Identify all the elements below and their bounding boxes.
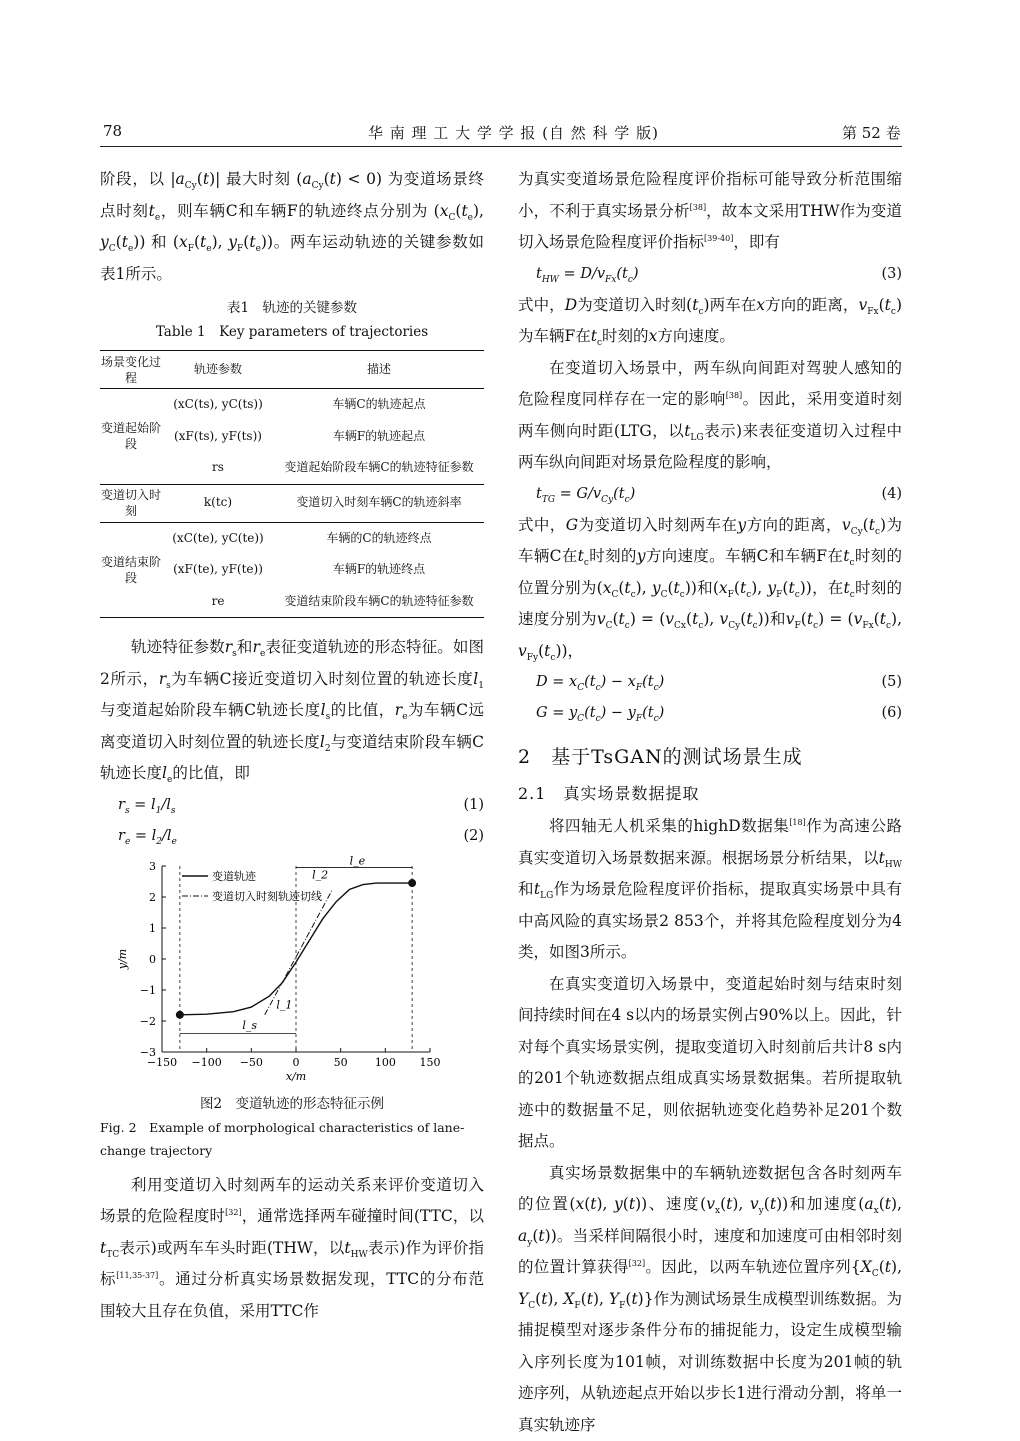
x-tick-label: −150: [147, 1056, 177, 1069]
table-row: 变道起始阶段: [100, 389, 162, 485]
right-paragraph-3: 为真实变道场景危险程度评价指标可能导致分析范围缩小，不利于真实场景分析[38]，故本文采用THW作为变道切入场景危险程度评价指标[39-40]，即有: [518, 164, 902, 259]
table-cell-param: (xC(te), yC(te)): [162, 522, 274, 554]
y-tick-label: 3: [149, 860, 156, 873]
le-label: l_e: [350, 854, 366, 867]
table-row: 变道结束阶段: [100, 522, 162, 618]
x-tick-label: −100: [192, 1056, 222, 1069]
section-heading-2: 2 基于TsGAN的测试场景生成: [518, 737, 902, 777]
right-column: [518, 164, 902, 1441]
equation-2: $r_e = l_2/l_e$ (2): [100, 821, 484, 852]
table-title-en: Table 1 Key parameters of trajectories: [100, 320, 484, 344]
table-cell-desc: 车辆C的轨迹起点: [274, 389, 484, 421]
table-cell-desc: 车辆F的轨迹起点: [274, 421, 484, 453]
l1-label: l_1: [276, 998, 292, 1011]
y-tick-label: −3: [140, 1046, 156, 1059]
y-axis-label: y/m: [116, 948, 129, 969]
y-tick-label: 0: [149, 953, 156, 966]
table-row: 变道切入时刻: [100, 484, 162, 522]
th-desc: 描述: [274, 351, 484, 389]
equation-3: $t_{HW} = D/v_{Fx}(t_c)$ (3): [518, 259, 902, 290]
y-tick-label: 1: [149, 922, 156, 935]
table-cell-param: rs: [162, 452, 274, 484]
x-tick-label: 100: [375, 1056, 396, 1069]
y-tick-label: −2: [140, 1015, 156, 1028]
table-cell-desc: 变道切入时刻车辆C的轨迹斜率: [274, 484, 484, 522]
y-tick-label: −1: [140, 984, 156, 997]
table-cell-param: (xF(te), yF(te)): [162, 554, 274, 586]
table-cell-desc: 变道起始阶段车辆C的轨迹特征参数: [274, 452, 484, 484]
right-paragraph-4: 式中，D为变道切入时刻$(t_c)$两车在x方向的距离，$v_{Fx}(t_c)$为车辆F在$t_c$时刻的x方向速度。: [518, 290, 902, 353]
figure-2-chart: [100, 852, 484, 1092]
right-paragraph-5: 在变道切入场景中，两车纵向间距对驾驶人感知的危险程度同样存在一定的影响[38]。因此，采用变道时刻两车侧向时距(LTG，以$t_{LG}$表示)来表征变道切入过程中两车纵向间距对场景危险程度的影响，: [518, 353, 902, 479]
l2-label: l_2: [312, 868, 328, 881]
key-params-table: [100, 350, 484, 618]
right-paragraph-8: 在真实变道切入场景中，变道起始时刻与结束时刻间持续时间在4 s以内的场景实例占90%以上。因此，针对每个真实场景实例，提取变道切入时刻前后共计8 s内的201个轨迹数据点组成真实场景数据集。若所提取轨迹中的数据量不足，则依据轨迹变化趋势补足201个数据点。: [518, 969, 902, 1158]
right-paragraph-9: 真实场景数据集中的车辆轨迹数据包含各时刻两车的位置(x(t), y(t))、速度($v_x(t)$, $v_y(t)$)和加速度($a_x(t)$, $a_y(t)$)。当采样间隔很小时，速度和加速度可由相邻时刻的位置计算获得[32]。因此，以两车轨迹位置序列{$X_C(t)$, $Y_C(t)$, $X_F(t)$, $Y_F(t)$}作为测试场景生成模型训练数据。为捕捉模型对逐步条件分布的捕捉能力，设定生成模型输入序列长度为101帧，对训练数据中长度为201帧的轨迹序列，从轨迹起点开始以步长1进行滑动分割，将单一真实轨迹序: [518, 1158, 902, 1441]
th-params: 轨迹参数: [162, 351, 274, 389]
equation-5: $D = x_C(t_c) - x_F(t_c)$ (5): [518, 667, 902, 698]
left-paragraph-2: 利用变道切入时刻两车的运动关系来评价变道切入场景的危险程度时[32]，通常选择两车碰撞时间(TTC，以$t_{TC}$表示)或两车车头时距(THW，以$t_{HW}$表示)作为评价指标[11,35-37]。通过分析真实场景数据发现，TTC的分布范围较大且存在负值，采用TTC作: [100, 1170, 484, 1328]
x-tick-label: 150: [420, 1056, 441, 1069]
table-cell-desc: 变道结束阶段车辆C的轨迹特征参数: [274, 586, 484, 618]
subsection-heading-2-1: 2.1 真实场景数据提取: [518, 777, 902, 811]
table-cell-param: re: [162, 586, 274, 618]
table-cell-param: (xF(ts), yF(ts)): [162, 421, 274, 453]
table-cell-desc: 车辆的C的轨迹终点: [274, 522, 484, 554]
table-cell-param: k(tc): [162, 484, 274, 522]
left-column: [100, 164, 484, 1327]
right-paragraph-6: 式中，G为变道切入时刻两车在y方向的距离，$v_{Cy}(t_c)$为车辆C在$t_c$时刻的y方向速度。车辆C和车辆F在$t_c$时刻的位置分别为($x_C(t_c)$, $y_C(t_c)$)和($x_F(t_c)$, $y_F(t_c)$)，在$t_c$时刻的速度分别为$v_C(t_c) = (v_{Cx}(t_c)$, $v_{Cy}(t_c)$)和$v_F(t_c) = (v_{Fx}(t_c)$, $v_{Fy}(t_c)$)，: [518, 510, 902, 668]
figure-caption-cn: 图2 变道轨迹的形态特征示例: [100, 1092, 484, 1116]
y-tick-label: 2: [149, 891, 156, 904]
right-paragraph-7: 将四轴无人机采集的highD数据集[18]作为高速公路真实变道切入场景数据来源。根据场景分析结果，以$t_{HW}$和$t_{LG}$作为场景危险程度评价指标，提取真实场景中具有中高风险的真实场景2 853个，并将其危险程度划分为4类，如图3所示。: [518, 811, 902, 969]
volume-label: 第 52 卷: [842, 122, 901, 143]
x-tick-label: 0: [293, 1056, 300, 1069]
equation-1: $r_s = l_1/l_s$ (1): [100, 790, 484, 821]
page-number: 78: [103, 122, 122, 140]
equation-4: $t_{TG} = G/v_{Cy}(t_c)$ (4): [518, 479, 902, 510]
equation-6: $G = y_C(t_c) - y_F(t_c)$ (6): [518, 698, 902, 729]
start-point: [176, 1010, 184, 1018]
figure-caption-en: Fig. 2 Example of morphological characteristics of lane-change trajectory: [100, 1116, 484, 1162]
legend-label-trajectory: 变道轨迹: [212, 869, 257, 883]
table-cell-desc: 车辆F的轨迹终点: [274, 554, 484, 586]
header-rule: [100, 146, 902, 147]
ls-label: l_s: [242, 1018, 257, 1031]
x-axis-label: x/m: [286, 1070, 306, 1083]
legend-label-tangent: 变道切入时刻轨迹切线: [212, 889, 322, 903]
th-stage: 场景变化过程: [100, 351, 162, 389]
x-tick-label: −50: [240, 1056, 263, 1069]
x-tick-label: 50: [334, 1056, 348, 1069]
table-cell-param: (xC(ts), yC(ts)): [162, 389, 274, 421]
left-paragraph-0: 阶段，以 $|a_{Cy}(t)|$ 最大时刻 $(a_{Cy}(t) < 0)$ 为变道场景终点时刻$t_e$，则车辆C和车辆F的轨迹终点分别为 ($x_C(t_e)$, $y_C(t_e)$) 和 ($x_F(t_e)$, $y_F(t_e)$)。两车运动轨迹的关键参数如表1所示。: [100, 164, 484, 290]
left-paragraph-1: 轨迹特征参数$r_s$和$r_e$表征变道轨迹的形态特征。如图2所示，$r_s$为车辆C接近变道切入时刻位置的轨迹长度$l_1$与变道起始阶段车辆C轨迹长度$l_s$的比值，$r_e$为车辆C远离变道切入时刻位置的轨迹长度$l_2$与变道结束阶段车辆C轨迹长度$l_e$的比值，即: [100, 632, 484, 790]
table-title-cn: 表1 轨迹的关键参数: [100, 296, 484, 320]
tangent-line: [265, 890, 332, 1014]
end-point: [408, 879, 416, 887]
journal-title: 华 南 理 工 大 学 学 报 (自 然 科 学 版): [368, 122, 659, 143]
